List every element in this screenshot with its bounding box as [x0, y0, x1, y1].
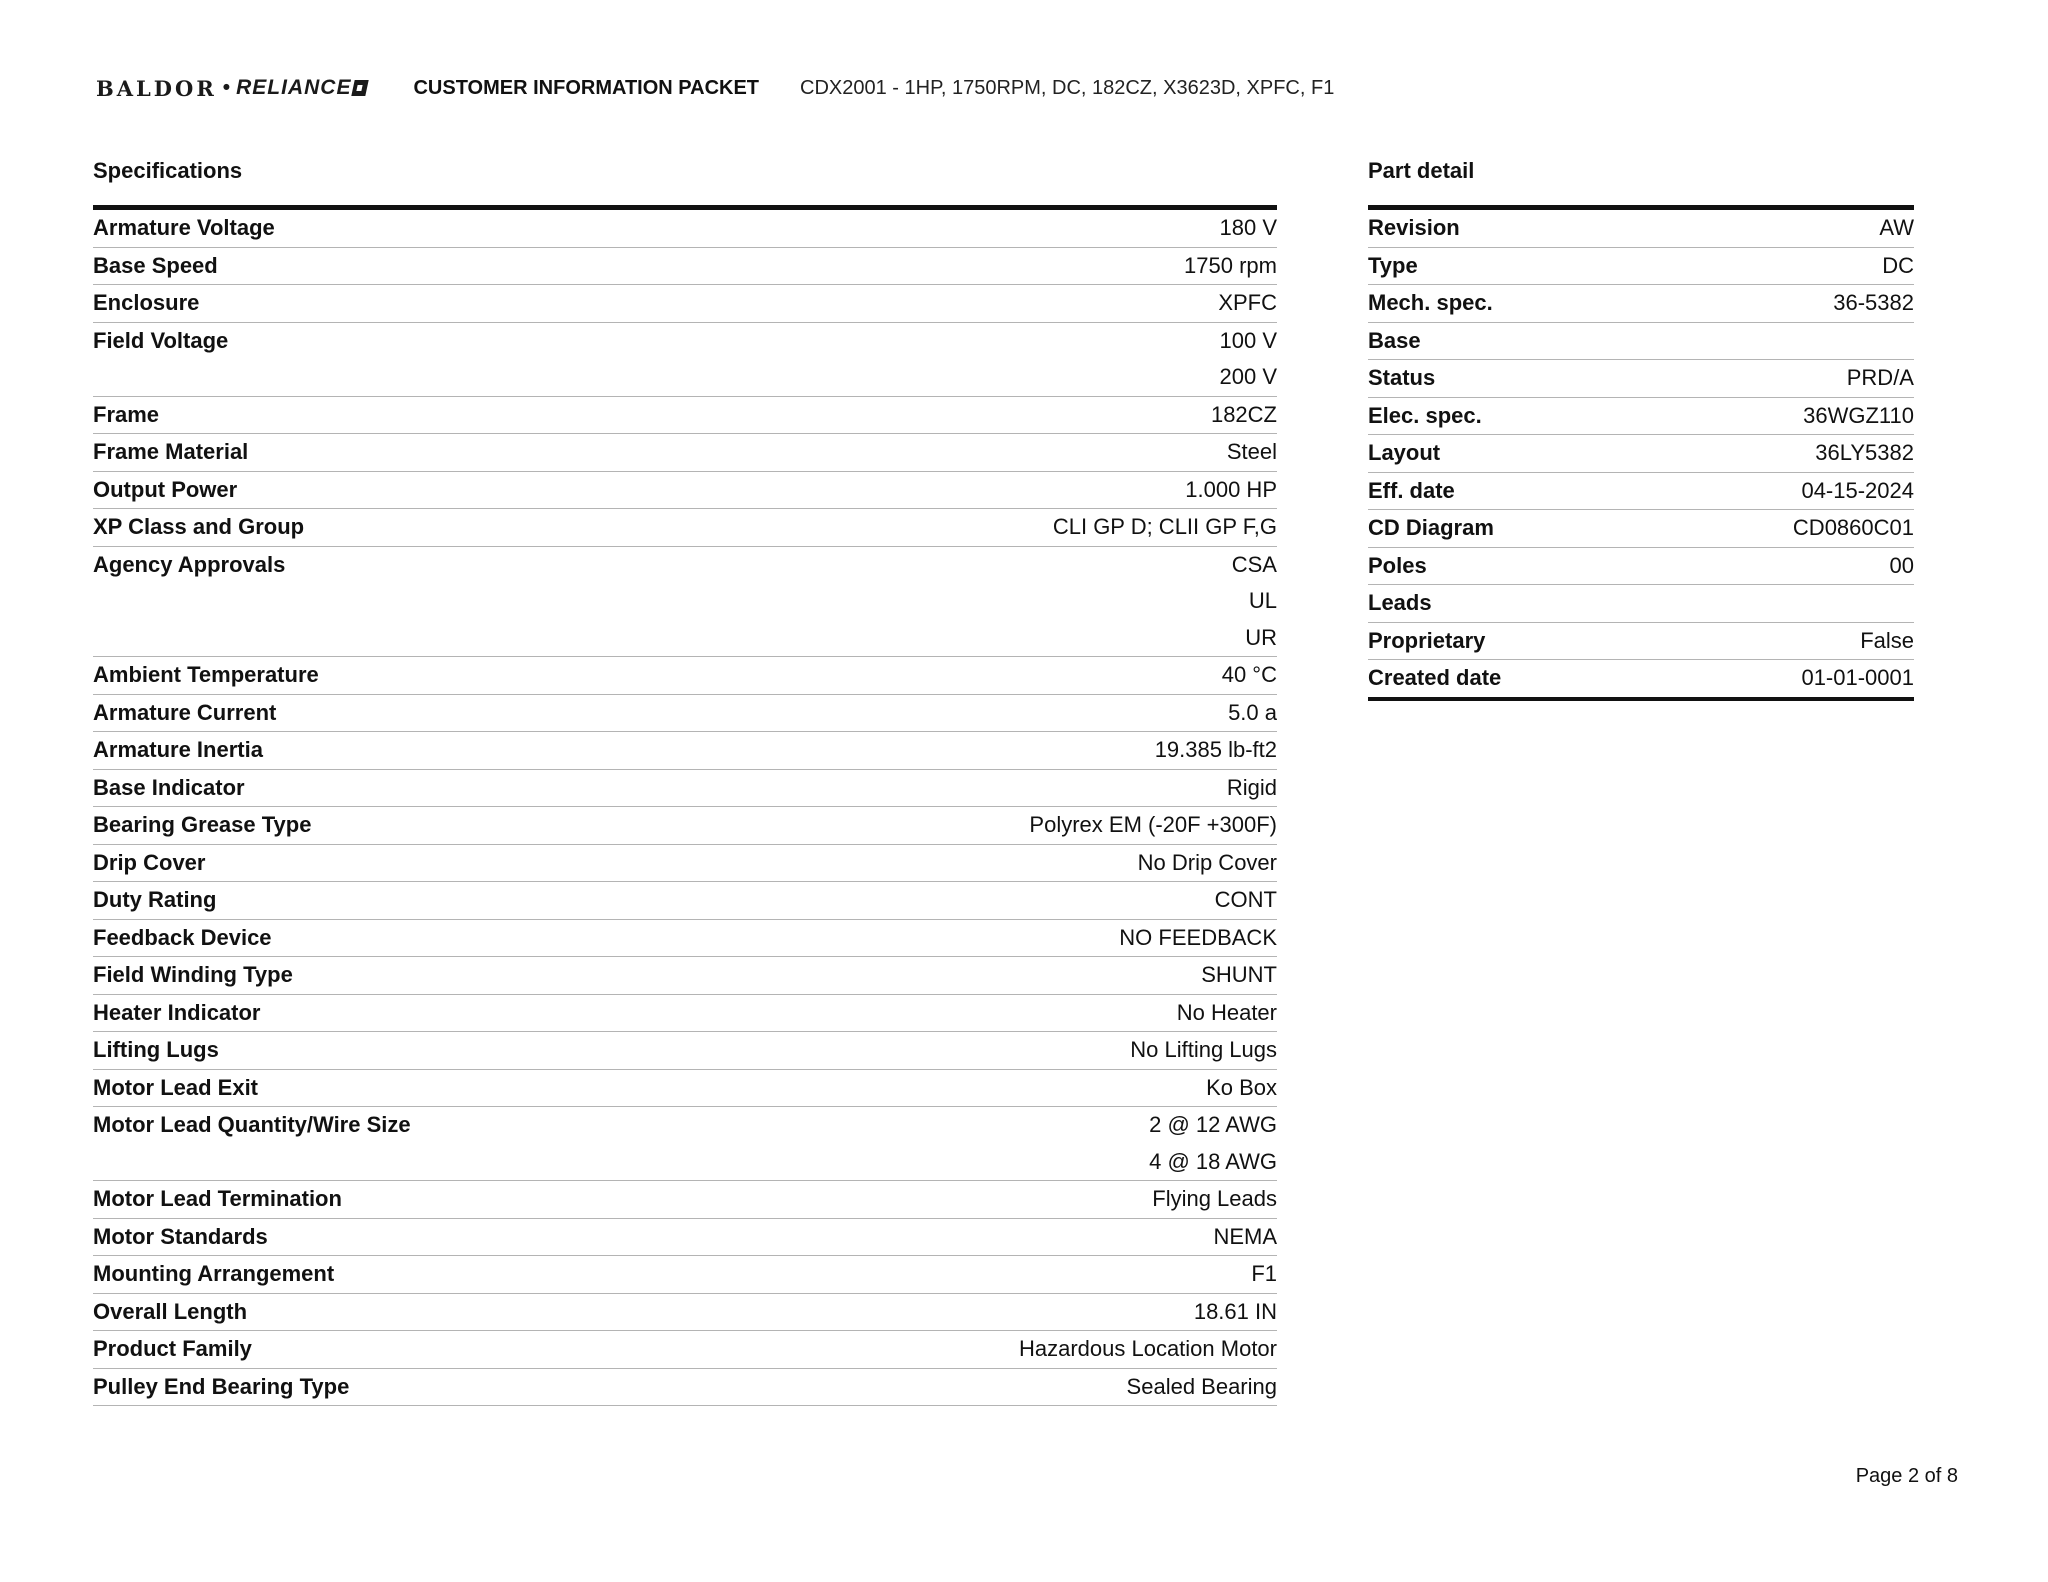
part-detail-row	[1368, 510, 1914, 548]
spec-row	[93, 770, 1277, 808]
spec-line	[93, 210, 1277, 247]
part-detail-line	[1368, 660, 1914, 697]
spec-row	[93, 1181, 1277, 1219]
part-detail-value: 36WGZ110	[1803, 402, 1914, 428]
spec-value: CLI GP D; CLII GP F,G	[1052, 514, 1277, 540]
spec-line	[93, 359, 1277, 396]
spec-row	[93, 845, 1277, 883]
part-detail-label: Created date	[1368, 665, 1502, 691]
part-description: CDX2001 - 1HP, 1750RPM, DC, 182CZ, X3623D, XPFC, F1	[800, 76, 1335, 99]
spec-line	[93, 248, 1277, 285]
spec-line	[93, 845, 1277, 882]
part-detail-value: PRD/A	[1846, 365, 1914, 391]
spec-value: Ko Box	[1206, 1074, 1277, 1100]
part-detail-line	[1368, 210, 1914, 247]
spec-label: Enclosure	[93, 290, 200, 316]
spec-value: Rigid	[1226, 774, 1277, 800]
spec-value: 1750 rpm	[1184, 252, 1277, 278]
part-detail-row	[1368, 323, 1914, 361]
spec-row	[93, 807, 1277, 845]
spec-line	[93, 1107, 1277, 1144]
part-detail-value: 04-15-2024	[1801, 477, 1914, 503]
spec-value: CSA	[1231, 551, 1277, 577]
part-detail-title: Part detail	[1368, 158, 1475, 183]
spec-line	[93, 995, 1277, 1032]
spec-row	[93, 1331, 1277, 1369]
spec-label: Motor Standards	[93, 1223, 268, 1249]
spec-label: Heater Indicator	[93, 999, 261, 1025]
spec-value: Flying Leads	[1152, 1186, 1277, 1212]
spec-value: F1	[1251, 1261, 1277, 1287]
spec-line	[93, 657, 1277, 694]
spec-line	[93, 509, 1277, 546]
part-detail-value: 01-01-0001	[1801, 665, 1914, 691]
spec-line	[93, 285, 1277, 322]
logo-reliance-text: RELIANCE	[236, 76, 352, 99]
spec-value: Hazardous Location Motor	[1018, 1336, 1277, 1362]
spec-value: 4 @ 18 AWG	[1149, 1148, 1277, 1174]
part-detail-row	[1368, 360, 1914, 398]
spec-row	[93, 248, 1277, 286]
spec-row	[93, 472, 1277, 510]
spec-line	[93, 1144, 1277, 1181]
spec-line	[93, 583, 1277, 620]
spec-label: Frame Material	[93, 439, 249, 465]
spec-value: UL	[1248, 588, 1277, 614]
packet-title: CUSTOMER INFORMATION PACKET	[413, 76, 760, 99]
spec-line	[93, 323, 1277, 360]
spec-line	[93, 695, 1277, 732]
part-detail-row	[1368, 248, 1914, 286]
spec-value: Polyrex EM (-20F +300F)	[1029, 812, 1277, 838]
part-detail-label: Type	[1368, 252, 1418, 278]
part-detail-line	[1368, 473, 1914, 510]
spec-value: 180 V	[1219, 215, 1277, 241]
part-detail-row	[1368, 210, 1914, 248]
part-detail-row	[1368, 398, 1914, 436]
spec-line	[93, 1219, 1277, 1256]
spec-row	[93, 547, 1277, 658]
spec-line	[93, 920, 1277, 957]
spec-label: Field Voltage	[93, 327, 229, 353]
spec-row	[93, 1256, 1277, 1294]
part-detail-value: CD0860C01	[1792, 515, 1914, 541]
spec-value: SHUNT	[1201, 962, 1277, 988]
part-detail-row	[1368, 285, 1914, 323]
spec-line	[93, 434, 1277, 471]
part-detail-label: CD Diagram	[1368, 515, 1494, 541]
spec-line	[93, 1181, 1277, 1218]
part-detail-label: Elec. spec.	[1368, 402, 1482, 428]
spec-label: Frame	[93, 401, 160, 427]
part-detail-value: False	[1860, 627, 1914, 653]
part-detail-line	[1368, 623, 1914, 660]
spec-label: Motor Lead Termination	[93, 1186, 342, 1212]
part-detail-label: Layout	[1368, 440, 1441, 466]
spec-row	[93, 1369, 1277, 1407]
spec-label: Duty Rating	[93, 887, 217, 913]
logo-baldor-text: BALDOR	[96, 75, 217, 101]
spec-line	[93, 770, 1277, 807]
spec-value: CONT	[1214, 887, 1277, 913]
spec-label: Armature Inertia	[93, 737, 263, 763]
part-detail-row	[1368, 473, 1914, 511]
spec-row	[93, 323, 1277, 397]
part-detail-value: 36LY5382	[1815, 440, 1914, 466]
part-detail-value: 00	[1889, 552, 1914, 578]
spec-row	[93, 732, 1277, 770]
spec-line	[93, 397, 1277, 434]
part-detail-line	[1368, 323, 1914, 360]
spec-line	[93, 1331, 1277, 1368]
spec-value: No Lifting Lugs	[1130, 1037, 1277, 1063]
spec-row	[93, 1070, 1277, 1108]
spec-value: 19.385 lb-ft2	[1154, 737, 1277, 763]
spec-row	[93, 957, 1277, 995]
spec-value: 182CZ	[1210, 401, 1277, 427]
spec-value: 5.0 a	[1228, 699, 1277, 725]
part-detail-label: Mech. spec.	[1368, 290, 1493, 316]
spec-label: Mounting Arrangement	[93, 1261, 335, 1287]
spec-label: Drip Cover	[93, 849, 206, 875]
spec-row	[93, 657, 1277, 695]
part-detail-label: Base	[1368, 327, 1421, 353]
spec-row	[93, 882, 1277, 920]
spec-label: Product Family	[93, 1336, 252, 1362]
specifications-table	[93, 205, 1277, 1406]
spec-value: 100 V	[1219, 327, 1277, 353]
part-detail-line	[1368, 585, 1914, 622]
part-detail-label: Status	[1368, 365, 1436, 391]
part-detail-label: Revision	[1368, 215, 1460, 241]
spec-line	[93, 1256, 1277, 1293]
logo-mark-icon	[352, 80, 369, 96]
part-detail-row	[1368, 623, 1914, 661]
spec-value: 40 °C	[1221, 662, 1277, 688]
part-detail-line	[1368, 285, 1914, 322]
part-detail-row	[1368, 585, 1914, 623]
spec-value: XPFC	[1218, 290, 1277, 316]
spec-label: Agency Approvals	[93, 551, 286, 577]
spec-value: No Drip Cover	[1137, 849, 1277, 875]
spec-row	[93, 695, 1277, 733]
part-detail-line	[1368, 435, 1914, 472]
spec-row	[93, 285, 1277, 323]
part-detail-row	[1368, 660, 1914, 697]
part-detail-label: Proprietary	[1368, 627, 1486, 653]
spec-row	[93, 920, 1277, 958]
spec-label: Bearing Grease Type	[93, 812, 312, 838]
part-detail-row	[1368, 548, 1914, 586]
spec-line	[93, 547, 1277, 584]
page-number: Page 2 of 8	[1855, 1465, 1958, 1487]
spec-label: Motor Lead Exit	[93, 1074, 259, 1100]
spec-label: Lifting Lugs	[93, 1037, 219, 1063]
spec-label: Output Power	[93, 476, 238, 502]
spec-row	[93, 995, 1277, 1033]
part-detail-value: 36-5382	[1833, 290, 1914, 316]
part-detail-label: Leads	[1368, 590, 1432, 616]
spec-label: Overall Length	[93, 1298, 248, 1324]
spec-row	[93, 1032, 1277, 1070]
spec-value: NEMA	[1213, 1223, 1277, 1249]
spec-line	[93, 472, 1277, 509]
spec-value: 200 V	[1219, 364, 1277, 390]
spec-value: No Heater	[1176, 999, 1277, 1025]
spec-line	[93, 882, 1277, 919]
spec-line	[93, 1294, 1277, 1331]
spec-row	[93, 1107, 1277, 1181]
spec-row	[93, 397, 1277, 435]
spec-label: Feedback Device	[93, 924, 272, 950]
spec-label: Armature Current	[93, 699, 277, 725]
spec-value: UR	[1245, 624, 1277, 650]
part-detail-value: AW	[1879, 215, 1914, 241]
spec-line	[93, 1032, 1277, 1069]
part-detail-table	[1368, 205, 1914, 701]
part-detail-line	[1368, 398, 1914, 435]
spec-row	[93, 210, 1277, 248]
spec-label: Armature Voltage	[93, 215, 275, 241]
part-detail-line	[1368, 548, 1914, 585]
baldor-reliance-logo	[96, 76, 367, 101]
part-detail-line	[1368, 360, 1914, 397]
spec-value: Sealed Bearing	[1126, 1373, 1277, 1399]
part-detail-line	[1368, 248, 1914, 285]
spec-line	[93, 807, 1277, 844]
spec-label: Base Speed	[93, 252, 218, 278]
spec-label: Field Winding Type	[93, 962, 293, 988]
spec-line	[93, 1070, 1277, 1107]
part-detail-label: Eff. date	[1368, 477, 1455, 503]
spec-line	[93, 957, 1277, 994]
spec-label: Base Indicator	[93, 774, 245, 800]
page-header	[96, 73, 1334, 103]
part-detail-line	[1368, 510, 1914, 547]
part-detail-label: Poles	[1368, 552, 1427, 578]
part-detail-row	[1368, 435, 1914, 473]
spec-row	[93, 434, 1277, 472]
spec-line	[93, 620, 1277, 657]
spec-line	[93, 732, 1277, 769]
specifications-title: Specifications	[93, 158, 243, 183]
spec-value: Steel	[1226, 439, 1277, 465]
spec-line	[93, 1369, 1277, 1406]
spec-row	[93, 1294, 1277, 1332]
spec-value: NO FEEDBACK	[1119, 924, 1277, 950]
spec-label: Ambient Temperature	[93, 662, 319, 688]
part-detail-value: DC	[1882, 252, 1914, 278]
spec-value: 1.000 HP	[1185, 476, 1277, 502]
spec-row	[93, 509, 1277, 547]
spec-value: 18.61 IN	[1193, 1298, 1277, 1324]
logo-dot: •	[222, 76, 231, 99]
spec-label: XP Class and Group	[93, 514, 305, 540]
spec-label: Motor Lead Quantity/Wire Size	[93, 1112, 411, 1138]
spec-row	[93, 1219, 1277, 1257]
spec-value: 2 @ 12 AWG	[1149, 1112, 1277, 1138]
spec-label: Pulley End Bearing Type	[93, 1373, 350, 1399]
